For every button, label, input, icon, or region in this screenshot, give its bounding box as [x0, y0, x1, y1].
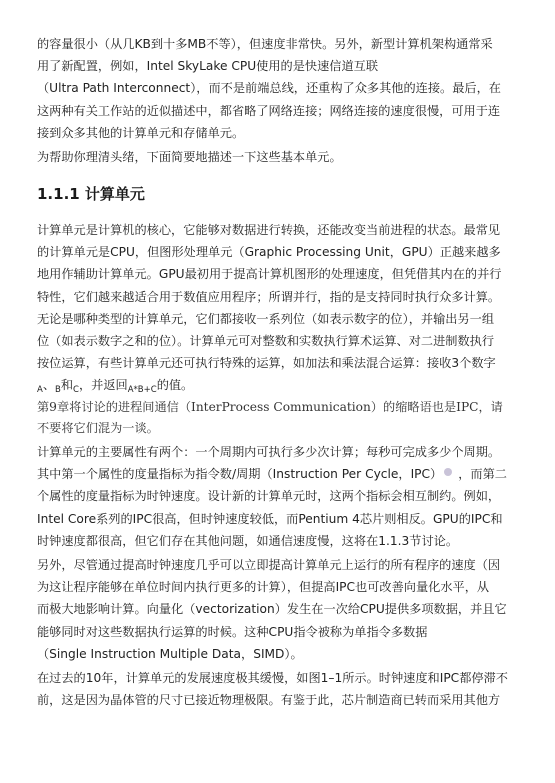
text-line: 而极大地影响计算。向量化（vectorization）发生在一次给CPU提供多项数据，并且它 [37, 602, 507, 617]
text-line: 接到众多其他的计算单元和存储单元。 [37, 125, 245, 140]
text-line: （Single Instruction Multiple Data，SIMD）。 [37, 646, 303, 661]
paragraph-history [37, 667, 517, 711]
text-line: 前，这是因为晶体管的尺寸已接近物理极限。有鉴于此，芯片制造商已转而采用其他方 [37, 693, 501, 708]
section-heading: 1.1.1 计算单元 [37, 185, 145, 203]
text-line: 在过去的10年，计算单元的发展速度极其缓慢，如图1–1所示。时钟速度和IPC都停滞不 [37, 671, 508, 685]
paragraph-overview [37, 146, 517, 168]
subscript-expression: A*B+C [127, 385, 157, 396]
text-line: 时钟速度都很高，但它们存在其他问题，如通信速度慢，这将在1.1.3节讨论。 [37, 533, 459, 548]
paragraph-memory-intro [37, 33, 517, 144]
text-line: 另外，尽管通过提高时钟速度几乎可以立即提高计算单元上运行的所有程序的速度（因 [37, 558, 501, 572]
ending-text: 的值。 [156, 378, 194, 393]
text-line: 这两种有关工作站的近似描述中，都省略了网络连接；网络连接的速度很慢，可用于连 [37, 103, 501, 118]
text-line: 个属性的度量指标为时钟速度。设计新的计算单元时，这两个指标会相互制约。例如， [37, 489, 501, 504]
return-text: ，并返回 [78, 378, 128, 393]
text-line: 地用作辅助计算单元。GPU最初用于提高计算机图形的处理速度，但凭借其内在的并行 [37, 267, 502, 282]
text-line: 能够同时对这些数据执行运算的时候。这种CPU指令被称为单指令多数据 [37, 624, 428, 639]
subscript-a: A [37, 385, 43, 396]
footnote-marker-icon[interactable] [444, 468, 452, 476]
subscript-b: B [55, 385, 61, 396]
text-line: 为帮助你理清头绪，下面简要地描述一下这些基本单元。 [37, 150, 342, 164]
text-line: 特性，它们越来越适合用于数值应用程序；所谓并行，指的是支持同时执行众多计算。 [37, 289, 501, 304]
paragraph-compute-properties [37, 441, 517, 552]
text-line: 无论是哪种类型的计算单元，它们都接收一系列位（如表示数字的位），并输出另一组 [37, 311, 495, 326]
paragraph-compute-unit [37, 219, 517, 402]
text-line: 为这让程序能够在单位时间内执行更多的计算），但提高IPC也可改善向量化水平，从 [37, 580, 490, 595]
conjunction: 和 [60, 378, 74, 393]
text-segment: ，而第二 [458, 467, 507, 482]
text-line: 计算单元是计算机的核心，它能够对数据进行转换，还能改变当前进程的状态。最常见 [37, 223, 501, 237]
subscript-c: C [73, 385, 79, 396]
note-line: 第9章将讨论的进程间通信（InterProcess Communication）的缩略语也是IPC，请 [37, 400, 503, 414]
text-line: 计算单元的主要属性有两个：一个周期内可执行多少次计算；每秒可完成多少个周期。 [37, 445, 501, 459]
text-line: 按位运算，有些计算单元还可执行特殊的运算，如加法和乘法混合运算：接收3个数字 [37, 356, 496, 371]
separator: 、 [42, 378, 56, 393]
paragraph-vectorization [37, 554, 517, 665]
text-line: 的计算单元是CPU，但图形处理单元（Graphic Processing Unit，GPU）正越来越多 [37, 245, 501, 260]
text-line: 的容量很小（从几KB到十多MB不等），但速度非常快。另外，新型计算机架构通常采 [37, 37, 493, 51]
note-line: 不要将它们混为一谈。 [37, 421, 159, 435]
text-line [37, 463, 517, 485]
text-line: Intel Core系列的IPC很高，但时钟速度较低，而Pentium 4芯片则相反。GPU的IPC和 [37, 511, 503, 526]
text-segment: 其中第一个属性的度量指标为指令数/周期（Instruction Per Cycle，IPC） [37, 467, 443, 482]
text-line: 位（如表示数字之和的位）。计算单元可对整数和实数执行算术运算、对二进制数执行 [37, 334, 495, 349]
note-ipc [37, 397, 517, 439]
text-line: （Ultra Path Interconnect），而不是前端总线，还重构了众多其他的连接。最后，在 [37, 81, 501, 96]
text-line: 用了新配置，例如，Intel SkyLake CPU使用的是快速信道互联 [37, 59, 379, 74]
